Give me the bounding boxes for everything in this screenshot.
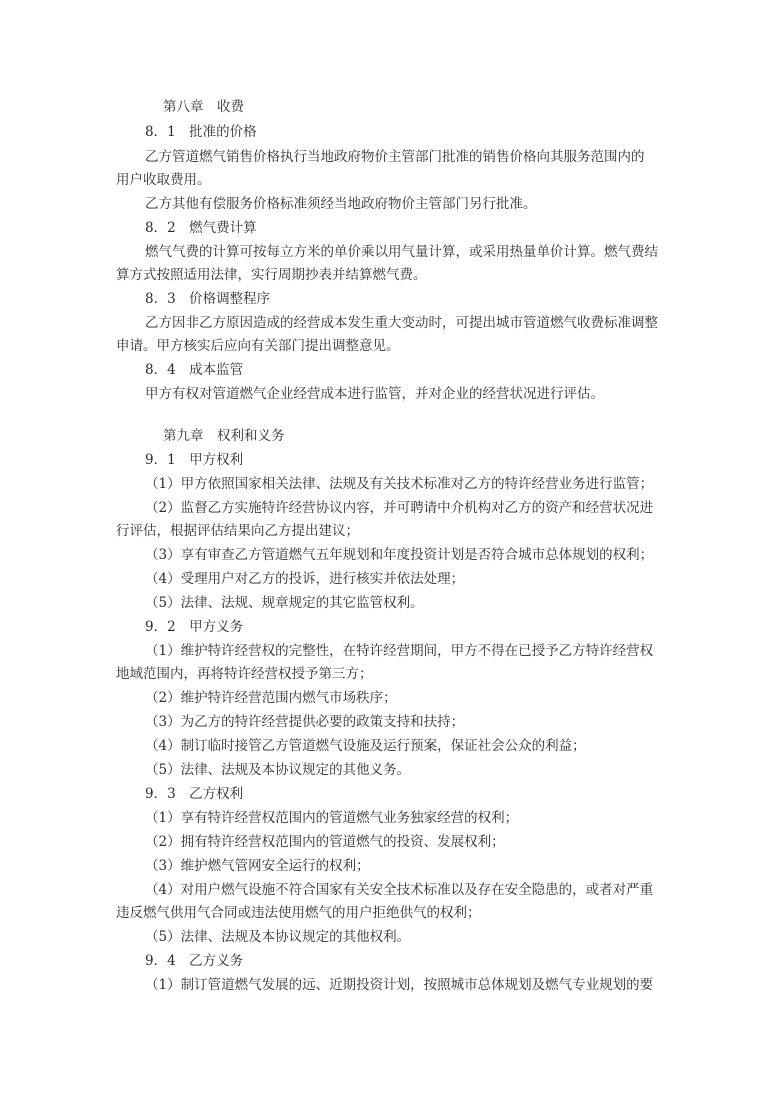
section-8-1-paragraph-1-line-2: 用户收取费用。	[116, 172, 211, 188]
section-9-2-item-3: （3）为乙方的特许经营提供必要的政策支持和扶持；	[145, 714, 465, 730]
section-9-2-item-4: （4）制订临时接管乙方管道燃气设施及运行预案，保证社会公众的利益；	[145, 738, 586, 754]
section-8-1-paragraph-1-line-1: 乙方管道燃气销售价格执行当地政府物价主管部门批准的销售价格向其服务范围内的	[145, 149, 645, 165]
section-9-3-item-2: （2）拥有特许经营权范围内的管道燃气的投资、发展权利；	[145, 834, 505, 850]
section-9-1-item-4: （4）受理用户对乙方的投诉，进行核实并依法处理；	[145, 571, 465, 587]
section-9-2-item-1-line-2: 地域范围内，再将特许经营权授予第三方；	[116, 666, 373, 682]
chapter-9-title: 第九章 权利和义务	[163, 428, 285, 444]
section-8-1-heading: 8．1 批准的价格	[145, 124, 257, 140]
section-9-2-heading: 9．2 甲方义务	[145, 619, 244, 635]
section-9-4-heading: 9．4 乙方义务	[145, 953, 244, 969]
section-8-4-heading: 8．4 成本监管	[145, 362, 244, 378]
section-9-1-item-1: （1）甲方依照国家相关法律、法规及有关技术标准对乙方的特许经营业务进行监管；	[145, 476, 654, 492]
section-8-3-paragraph-line-1: 乙方因非乙方原因造成的经营成本发生重大变动时，可提出城市管道燃气收费标准调整	[145, 315, 658, 331]
section-8-1-paragraph-2: 乙方其他有偿服务价格标准须经当地政府物价主管部门另行批准。	[145, 196, 537, 212]
section-9-3-item-5: （5）法律、法规及本协议规定的其他权利。	[145, 929, 411, 945]
section-8-4-paragraph: 甲方有权对管道燃气企业经营成本进行监管，并对企业的经营状况进行评估。	[145, 386, 604, 402]
section-9-3-heading: 9．3 乙方权利	[145, 786, 244, 802]
section-8-3-paragraph-line-2: 申请。甲方核实后应向有关部门提出调整意见。	[116, 338, 400, 354]
section-9-2-item-1-line-1: （1）维护特许经营权的完整性，在特许经营期间，甲方不得在已授予乙方特许经营权	[145, 643, 654, 659]
section-9-3-item-1: （1）享有特许经营权范围内的管道燃气业务独家经营的权利；	[145, 810, 519, 826]
section-9-1-item-5: （5）法律、法规、规章规定的其它监管权利。	[145, 595, 424, 611]
section-9-3-item-4-line-2: 违反燃气供用气合同或违法使用燃气的用户拒绝供气的权利；	[116, 905, 481, 921]
chapter-8-title: 第八章 收费	[163, 99, 244, 115]
section-9-1-item-2-line-1: （2）监督乙方实施特许经营协议内容，并可聘请中介机构对乙方的资产和经营状况进	[145, 500, 654, 516]
section-9-4-item-1-line-1: （1）制订管道燃气发展的远、近期投资计划，按照城市总体规划及燃气专业规划的要	[145, 977, 654, 993]
section-8-2-paragraph-line-2: 算方式按照适用法律，实行周期抄表并结算燃气费。	[116, 267, 427, 283]
section-9-1-item-3: （3）享有审查乙方管道燃气五年规划和年度投资计划是否符合城市总体规划的权利；	[145, 547, 654, 563]
section-8-2-paragraph-line-1: 燃气气费的计算可按每立方米的单价乘以用气量计算，或采用热量单价计算。燃气费结	[145, 244, 658, 260]
section-9-1-heading: 9．1 甲方权利	[145, 452, 244, 468]
section-9-1-item-2-line-2: 行评估，根据评估结果向乙方提出建议；	[116, 523, 359, 539]
section-9-3-item-3: （3）维护燃气管网安全运行的权利；	[145, 858, 370, 874]
section-8-3-heading: 8．3 价格调整程序	[145, 291, 271, 307]
section-9-3-item-4-line-1: （4）对用户燃气设施不符合国家有关安全技术标准以及存在安全隐患的，或者对严重	[145, 882, 654, 898]
section-8-2-heading: 8．2 燃气费计算	[145, 220, 257, 236]
section-9-2-item-5: （5）法律、法规及本协议规定的其他义务。	[145, 762, 411, 778]
section-9-2-item-2: （2）维护特许经营范围内燃气市场秩序；	[145, 690, 397, 706]
